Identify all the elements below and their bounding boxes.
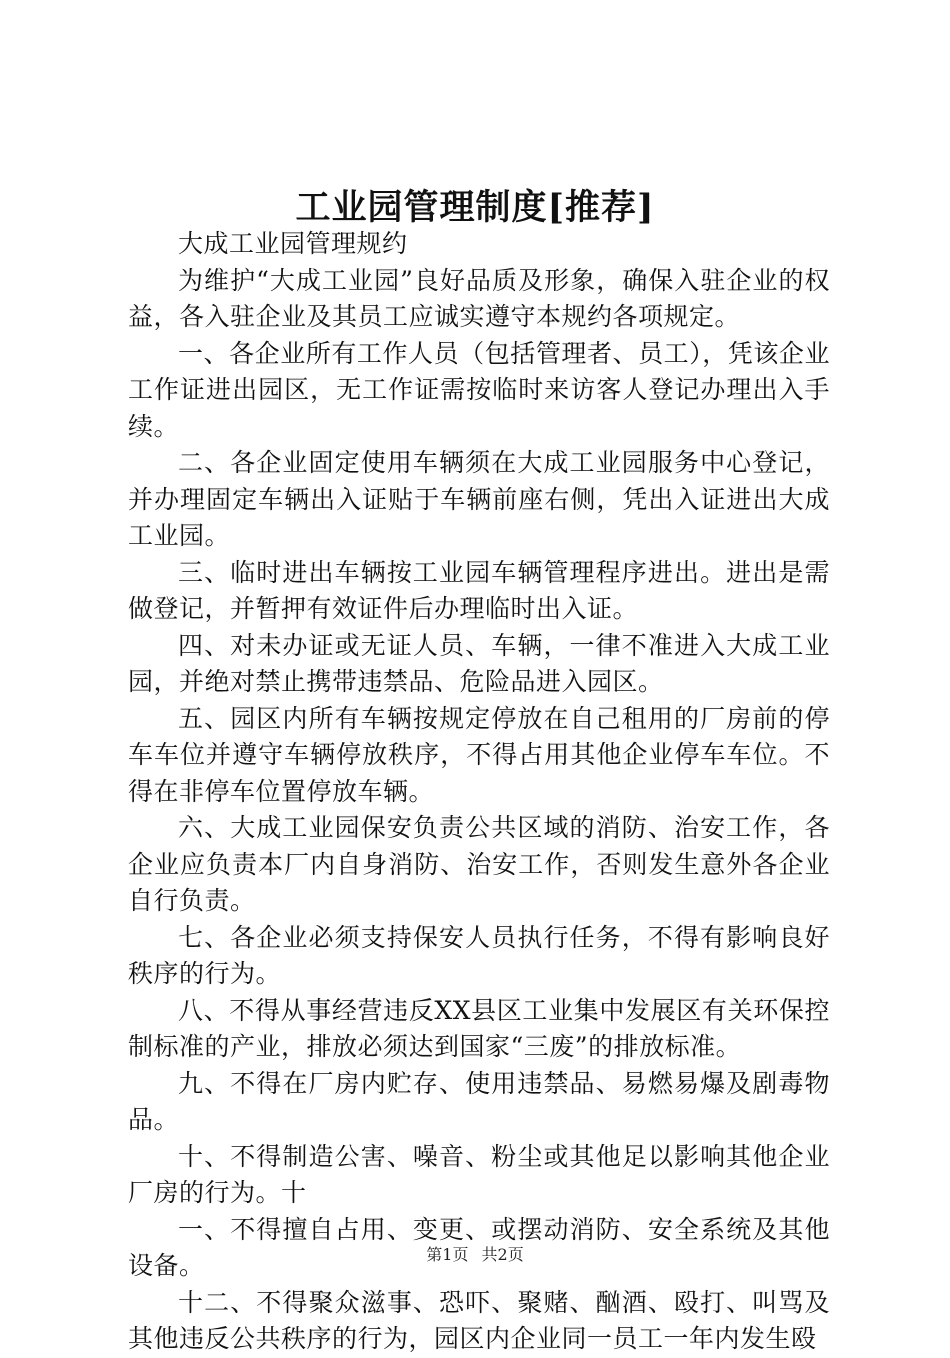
- paragraph-rule-9: 九、不得在厂房内贮存、使用违禁品、易燃易爆及剧毒物品。: [128, 1068, 830, 1134]
- paragraph-rule-5: 五、园区内所有车辆按规定停放在自己租用的厂房前的停车车位并遵守车辆停放秩序，不得占用其他企业停车车位。不得在非停车位置停放车辆。: [128, 703, 830, 806]
- document-title: 工业园管理制度[推荐]: [295, 187, 655, 228]
- paragraph-intro: 为维护“大成工业园”良好品质及形象，确保入驻企业的权益，各入驻企业及其员工应诚实遵守本规约各项规定。: [128, 265, 830, 331]
- paragraph-rule-8: 八、不得从事经营违反XX县区工业集中发展区有关环保控制标准的产业，排放必须达到国家“三废”的排放标准。: [128, 995, 830, 1061]
- paragraph-rule-12: 十二、不得聚众滋事、恐吓、聚赌、酗酒、殴打、叫骂及其他违反公共秩序的行为，园区内企业同一员工一年内发生殴: [128, 1287, 830, 1353]
- paragraph-rule-10: 十、不得制造公害、噪音、粉尘或其他足以影响其他企业厂房的行为。十: [128, 1141, 830, 1207]
- paragraph-rule-11: 一、不得擅自占用、变更、或摆动消防、安全系统及其他设备。: [128, 1214, 830, 1280]
- document-body: [128, 226, 830, 1358]
- paragraph-rule-2: 二、各企业固定使用车辆须在大成工业园服务中心登记，并办理固定车辆出入证贴于车辆前座右侧，凭出入证进出大成工业园。: [128, 448, 830, 550]
- paragraph-rule-3: 三、临时进出车辆按工业园车辆管理程序进出。进出是需做登记，并暂押有效证件后办理临时出入证。: [128, 557, 830, 623]
- page-number: 第1页: [426, 1245, 469, 1264]
- page-footer: [0, 1243, 950, 1267]
- paragraph-rule-6: 六、大成工业园保安负责公共区域的消防、治安工作，各企业应负责本厂内自身消防、治安工作，否则发生意外各企业自行负责。: [128, 813, 830, 915]
- paragraph-rule-4: 四、对未办证或无证人员、车辆，一律不准进入大成工业园，并绝对禁止携带违禁品、危险品进入园区。: [128, 630, 830, 696]
- page-total: 共2页: [481, 1245, 524, 1264]
- paragraph-subtitle: 大成工业园管理规约: [178, 229, 408, 258]
- paragraph-rule-1: 一、各企业所有工作人员（包括管理者、员工），凭该企业工作证进出园区，无工作证需按临时来访客人登记办理出入手续。: [128, 338, 830, 441]
- paragraph-rule-7: 七、各企业必须支持保安人员执行任务，不得有影响良好秩序的行为。: [128, 922, 830, 988]
